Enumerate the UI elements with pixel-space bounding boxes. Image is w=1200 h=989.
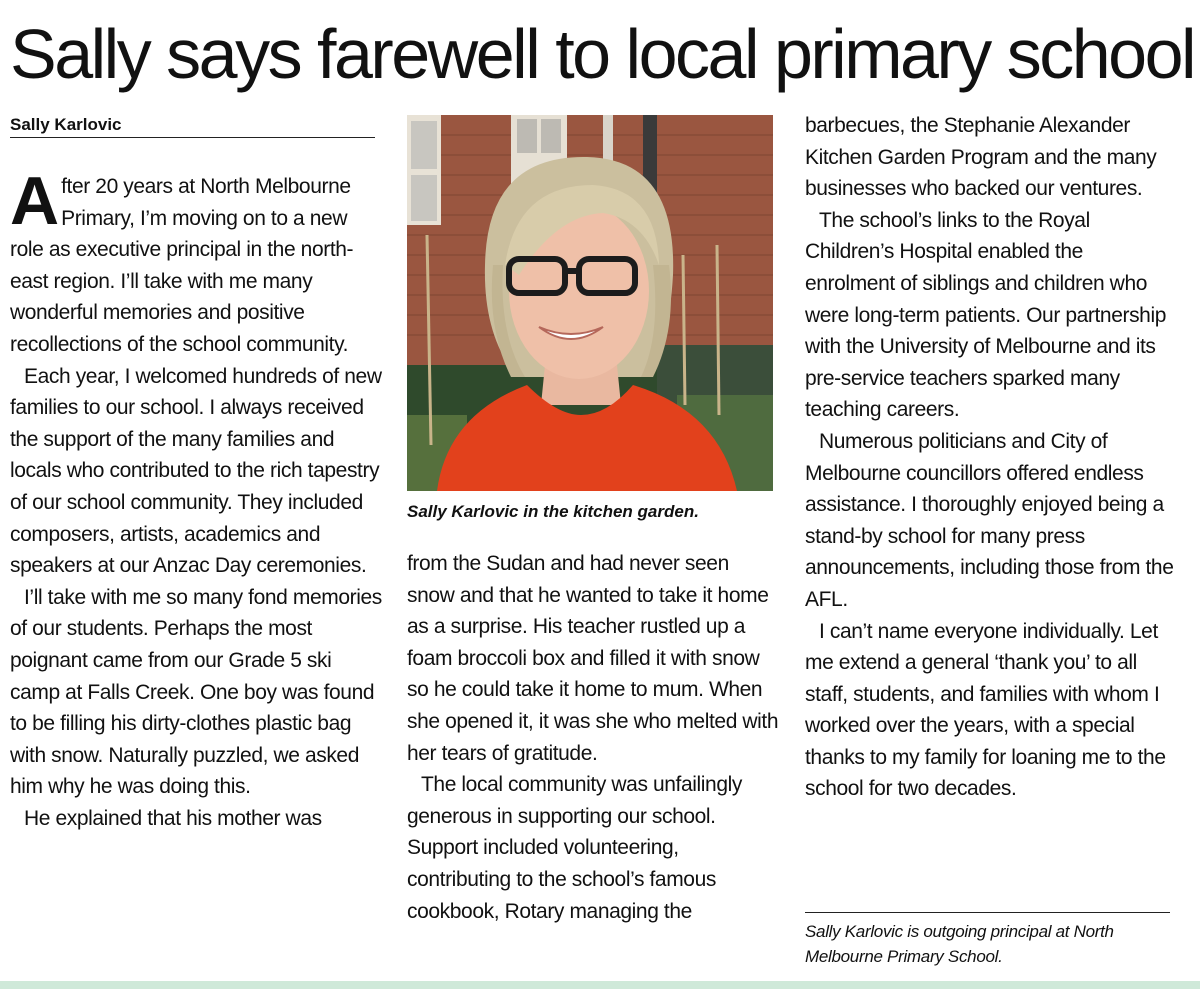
- portrait-illustration: [407, 115, 773, 491]
- headline: Sally says farewell to local primary school: [10, 15, 1195, 93]
- portrait-photo: [407, 115, 773, 491]
- paragraph: from the Sudan and had never seen snow and that he wanted to take it home as a surprise. His teacher rustled up a foam broccoli box and filled it with snow so he could take it home to mum. When she opened it, it was she who melted with her tears of gratitude.: [407, 552, 779, 765]
- paragraph: I can’t name everyone individually. Let me extend a general ‘thank you’ to all staff, students, and families with whom I worked over the years, with a special thanks to my family for loaning me to the school for two decades.: [805, 619, 1166, 801]
- column-2: [407, 548, 779, 927]
- paragraph: The school’s links to the Royal Children’s Hospital enabled the enrolment of siblings and children who were long-term patients. Our partnership with the University of Melbourne and its pre-service teachers sparked many teaching careers.: [805, 208, 1167, 422]
- author-note: Sally Karlovic is outgoing principal at North Melbourne Primary School.: [805, 912, 1170, 969]
- drop-cap: A: [10, 163, 60, 239]
- paragraph-text: fter 20 years at North Melbourne Primary, I’m moving on to a new role as executive principal in the north-east region. I’ll take with me many wonderful memories and positive recollections of the school community.: [10, 175, 354, 356]
- paragraph: [10, 163, 382, 361]
- paragraph: I’ll take with me so many fond memories of our students. Perhaps the most poignant came from our Grade 5 ski camp at Falls Creek. One boy was found to be filling his dirty-clothes plastic bag with snow. Naturally puzzled, we asked him why he was doing this.: [10, 585, 382, 799]
- paragraph: He explained that his mother was: [24, 806, 322, 830]
- paragraph: The local community was unfailingly generous in supporting our school. Support included volunteering, contributing to the school’s famous cookbook, Rotary managing the: [407, 773, 742, 923]
- byline: Sally Karlovic: [10, 114, 375, 138]
- paragraph: barbecues, the Stephanie Alexander Kitchen Garden Program and the many businesses who backed our ventures.: [805, 114, 1157, 201]
- photo-caption: Sally Karlovic in the kitchen garden.: [407, 502, 699, 521]
- column-3: [805, 110, 1177, 805]
- column-1: [10, 163, 382, 834]
- footer-rule: [0, 981, 1200, 989]
- paragraph: Numerous politicians and City of Melbourne councillors offered endless assistance. I thoroughly enjoyed being a stand-by school for many press announcements, including those from the AFL.: [805, 429, 1174, 611]
- paragraph: Each year, I welcomed hundreds of new families to our school. I always received the support of the many families and locals who contributed to the rich tapestry of our school community. They included composers, artists, academics and speakers at our Anzac Day ceremonies.: [10, 364, 382, 578]
